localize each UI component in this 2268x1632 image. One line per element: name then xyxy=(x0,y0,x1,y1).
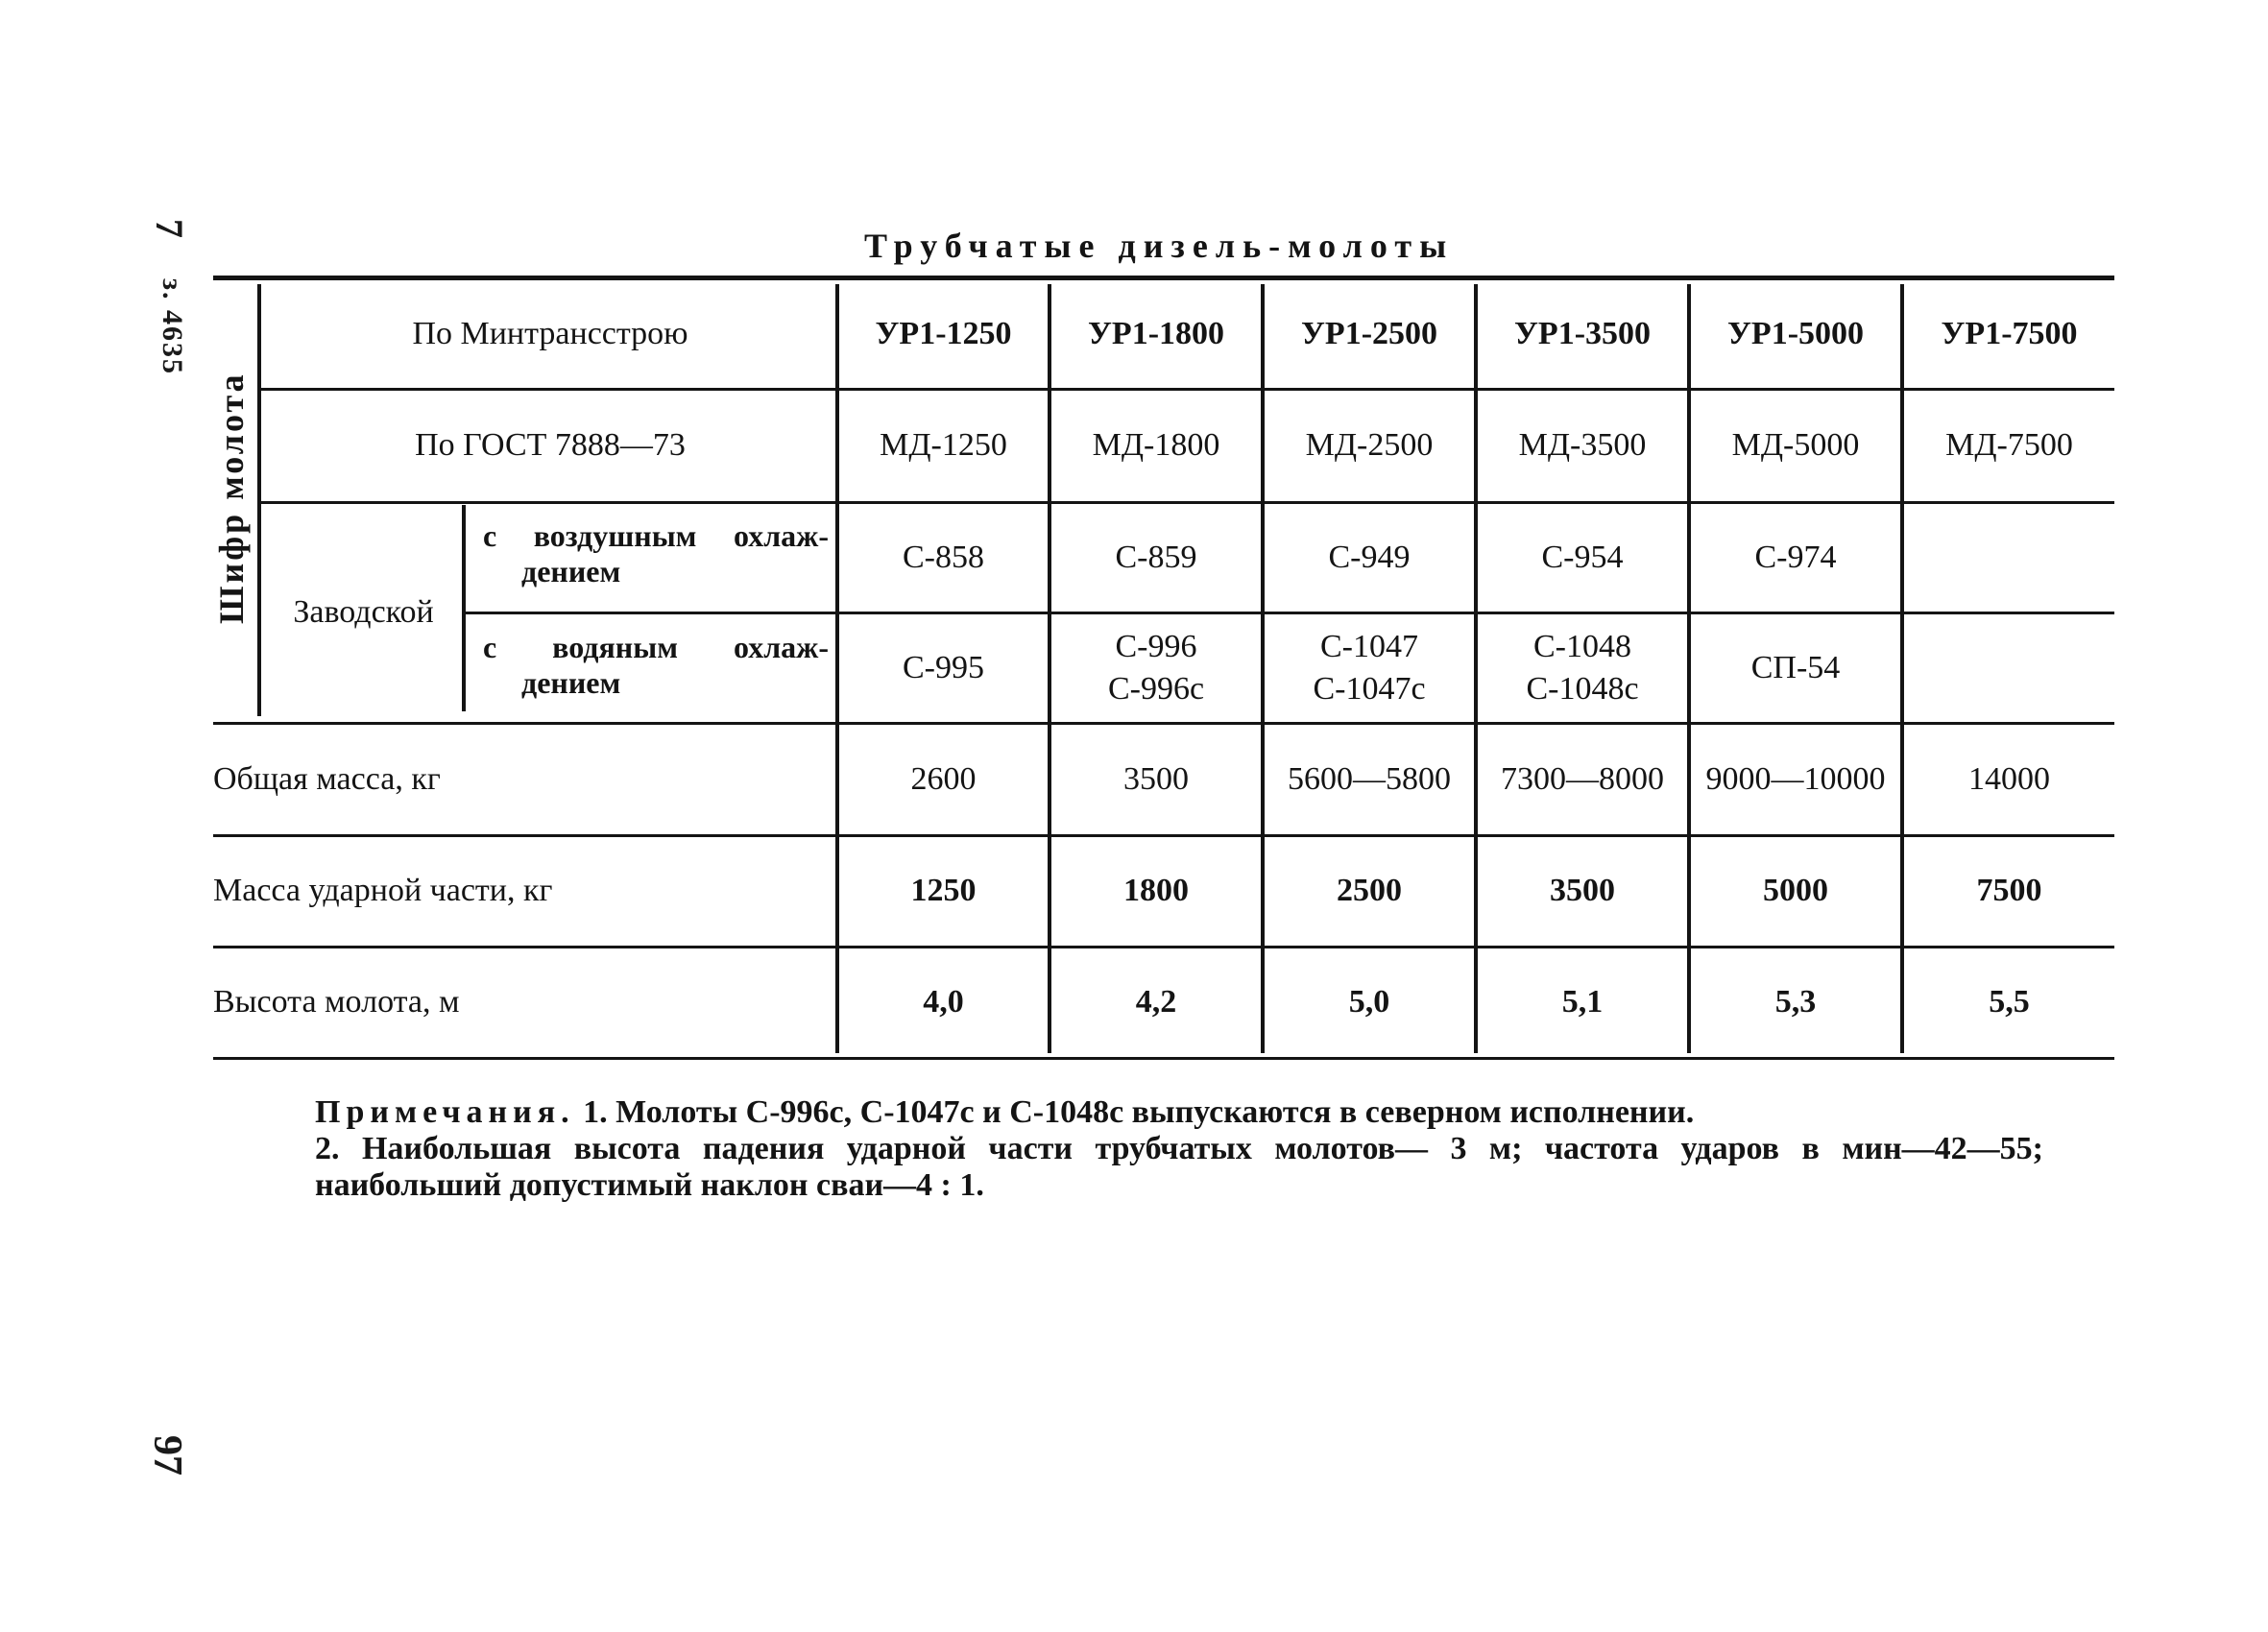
cell-height-5: 5,3 xyxy=(1774,984,1817,1020)
cell-height-2: 4,2 xyxy=(1135,984,1177,1020)
cell-gost-5: МД-5000 xyxy=(1731,427,1860,464)
cell-water-2-b: С-996с xyxy=(1107,671,1205,707)
cell-water-6 xyxy=(1904,614,2114,722)
header-water-cooling-line2: дением xyxy=(521,664,621,700)
cell-total-mass-1: 2600 xyxy=(910,760,977,797)
cell-water-2 xyxy=(1051,614,1261,722)
header-factory: Заводской xyxy=(293,594,434,631)
cell-height-1: 4,0 xyxy=(923,984,964,1020)
cell-mintrans-2: УР1-1800 xyxy=(1087,315,1225,351)
rule xyxy=(257,284,261,716)
cell-air-2: С-859 xyxy=(1115,539,1197,575)
header-water-cooling-line1: с водяным охлаж- xyxy=(483,630,829,664)
cell-air-3: С-949 xyxy=(1328,539,1411,575)
note-1: 1. Молоты С-996с, С-1047с и С-1048с выпускаются в северном исполнении. xyxy=(583,1094,1695,1130)
cell-strike-mass-4: 3500 xyxy=(1550,873,1615,909)
row-header-hammer-code: Шифр молота xyxy=(212,372,251,624)
margin-number: 7 xyxy=(148,219,191,238)
cell-water-1 xyxy=(839,614,1048,722)
cell-gost-3: МД-2500 xyxy=(1305,427,1434,464)
table-notes xyxy=(315,1094,2043,1204)
cell-gost-4: МД-3500 xyxy=(1518,427,1647,464)
cell-height-6: 5,5 xyxy=(1989,984,2030,1020)
cell-mintrans-5: УР1-5000 xyxy=(1726,315,1865,351)
cell-mintrans-4: УР1-3500 xyxy=(1513,315,1652,351)
cell-total-mass-4: 7300—8000 xyxy=(1501,760,1664,797)
cell-total-mass-3: 5600—5800 xyxy=(1288,760,1451,797)
cell-water-4-a: С-1048 xyxy=(1533,628,1631,664)
note-2-line1: 2. Наибольшая высота падения ударной части трубчатых молотов— 3 м; частота ударов в мин—42—55; xyxy=(315,1131,2043,1167)
cell-water-3-a: С-1047 xyxy=(1320,628,1418,664)
row-label-strike-mass: Масса ударной части, кг xyxy=(213,873,553,909)
cell-gost-1: МД-1250 xyxy=(880,427,1007,464)
header-air-cooling-line2: дением xyxy=(521,553,621,588)
page-number: 97 xyxy=(145,1435,189,1476)
cell-height-4: 5,1 xyxy=(1561,984,1604,1020)
cell-water-4-b: С-1048с xyxy=(1526,671,1639,707)
cell-mintrans-1: УР1-1250 xyxy=(875,315,1012,351)
margin-order-code: з. 4635 xyxy=(157,278,188,376)
cell-water-3-b: С-1047с xyxy=(1313,671,1426,707)
cell-strike-mass-6: 7500 xyxy=(1976,873,2042,909)
table-title: Трубчатые дизель-молоты xyxy=(864,227,1455,265)
cell-height-3: 5,0 xyxy=(1348,984,1390,1020)
rule xyxy=(462,505,466,711)
cell-total-mass-2: 3500 xyxy=(1123,760,1189,797)
cell-air-6 xyxy=(1904,504,2114,612)
cell-water-4 xyxy=(1478,614,1687,722)
header-gost: По ГОСТ 7888—73 xyxy=(415,427,686,464)
cell-water-1-a: С-995 xyxy=(903,649,984,685)
notes-heading: Примечания. xyxy=(315,1094,575,1130)
cell-gost-6: МД-7500 xyxy=(1945,427,2073,464)
row-label-total-mass: Общая масса, кг xyxy=(213,760,441,797)
cell-gost-2: МД-1800 xyxy=(1092,427,1220,464)
cell-mintrans-6: УР1-7500 xyxy=(1941,315,2078,351)
cell-water-5-a: СП-54 xyxy=(1750,649,1841,685)
note-2-line2: наибольший допустимый наклон сваи—4 : 1. xyxy=(315,1167,984,1204)
row-label-height: Высота молота, м xyxy=(213,984,460,1020)
header-air-cooling xyxy=(483,518,829,589)
cell-strike-mass-2: 1800 xyxy=(1123,873,1189,909)
rule-bottom xyxy=(213,1057,2114,1060)
cell-water-3 xyxy=(1265,614,1474,722)
cell-strike-mass-1: 1250 xyxy=(910,873,977,909)
cell-total-mass-5: 9000—10000 xyxy=(1705,760,1886,797)
cell-water-5 xyxy=(1691,614,1900,722)
cell-air-4: С-954 xyxy=(1541,539,1624,575)
cell-air-5: С-974 xyxy=(1754,539,1837,575)
header-mintrans: По Минтрансстрою xyxy=(412,315,688,351)
cell-mintrans-3: УР1-2500 xyxy=(1300,315,1438,351)
cell-air-1: С-858 xyxy=(903,539,984,575)
header-air-cooling-line1: с воздушным охлаж- xyxy=(483,518,829,553)
header-water-cooling xyxy=(483,630,829,701)
cell-total-mass-6: 14000 xyxy=(1968,760,2050,797)
cell-water-2-a: С-996 xyxy=(1115,628,1197,664)
cell-strike-mass-5: 5000 xyxy=(1763,873,1828,909)
cell-strike-mass-3: 2500 xyxy=(1337,873,1402,909)
